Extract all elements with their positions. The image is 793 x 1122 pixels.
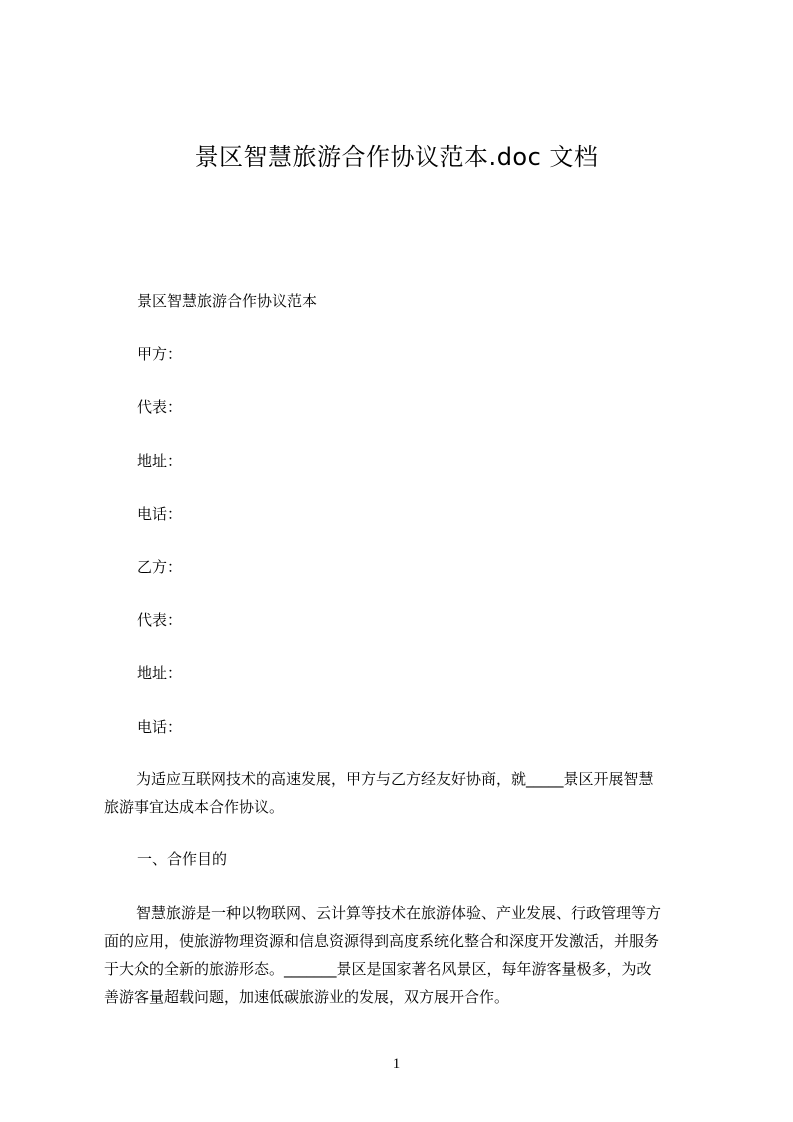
- party-b-phone-label: 电话：: [137, 718, 183, 736]
- page-number: 1: [392, 1056, 401, 1072]
- section-1-line: 于大众的全新的旅游形态。_______景区是国家著名风景区，每年游客量极多，为改: [104, 960, 652, 978]
- section-1-line: 善游客量超载问题，加速低碳旅游业的发展，双方展开合作。: [104, 988, 510, 1006]
- party-a-rep-label: 代表：: [137, 398, 183, 416]
- intro-line: 为适应互联网技术的高速发展，甲方与乙方经友好协商，就_____景区开展智慧: [136, 770, 654, 788]
- party-b-label: 乙方：: [137, 558, 183, 576]
- section-1-title: 一、合作目的: [137, 850, 228, 868]
- party-a-phone-label: 电话：: [137, 505, 183, 523]
- intro-paragraph: [104, 765, 704, 821]
- party-b-rep-label: 代表：: [137, 611, 183, 629]
- section-1-paragraph: [104, 899, 704, 1011]
- document-title: 景区智慧旅游合作协议范本.doc 文档: [194, 143, 599, 171]
- party-a-label: 甲方：: [137, 345, 183, 363]
- agreement-heading: 景区智慧旅游合作协议范本: [137, 292, 318, 310]
- party-b-address-label: 地址：: [137, 664, 183, 682]
- intro-line: 旅游事宜达成本合作协议。: [104, 798, 285, 816]
- party-a-address-label: 地址：: [137, 452, 183, 470]
- section-1-line: 面的应用，使旅游物理资源和信息资源得到高度系统化整合和深度开发激活，并服务: [104, 932, 660, 950]
- section-1-line: 智慧旅游是一种以物联网、云计算等技术在旅游体验、产业发展、行政管理等方: [136, 904, 662, 922]
